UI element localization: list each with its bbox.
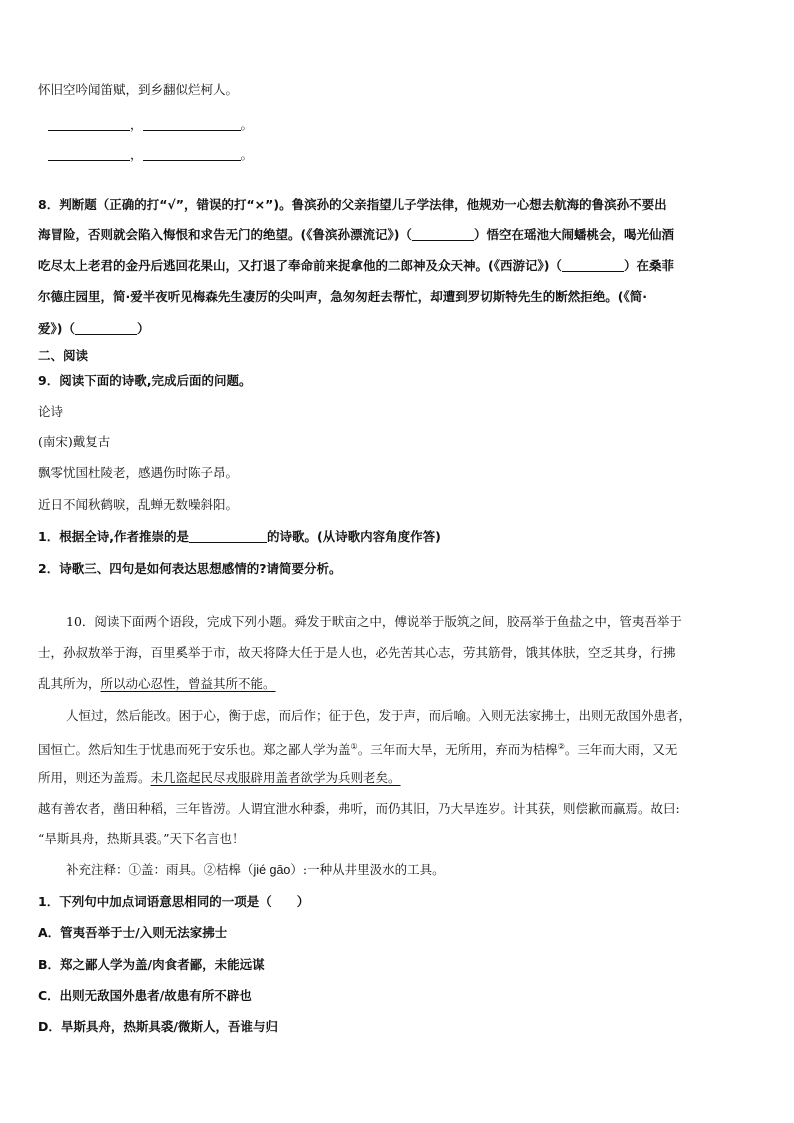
option-c[interactable]: C．出则无敌国外患者/故患有所不辟也 [38,988,252,1003]
poem-couplet-line: 怀旧空吟闻笛赋，到乡翻似烂柯人。 [38,82,239,97]
supplementary-note: 补充注释：①盖：雨具。②桔槔（jié gāo）:一种从井里汲水的工具。 [66,862,445,877]
option-b[interactable]: B．郑之鄙人学为盖/肉食者鄙，未能远谋 [38,957,265,972]
q10-passage-line: 士，孙叔敖举于海，百里奚举于市，故天将降大任于是人也，必先苦其心志，劳其筋骨，饿其体肤，空乏其身，行拂 [38,645,676,660]
q10-passage-line: “旱斯具舟，热斯具裘。”天下名言也！ [38,831,245,846]
judgement-blank-1[interactable] [412,228,474,241]
answer-blank[interactable] [48,118,130,131]
poem-line-2: 近日不闻秋鹤唳，乱蝉无数噪斜阳。 [38,497,239,512]
poem-title: 论诗 [38,404,64,419]
option-a[interactable]: A．管夷吾举于士/入则无法家拂士 [38,925,228,940]
answer-blank[interactable] [143,148,241,161]
q8-line-3: 吃尽太上老君的金丹后逃回花果山，又打退了奉命前来捉拿他的二郎神及众天神。(《西游记》)（ ）在桑菲 [38,258,674,273]
q9-sub-question-1: 1．根据全诗,作者推崇的是 的诗歌。(从诗歌内容角度作答) [38,529,441,544]
q8-line-2: 海冒险，否则就会陷入悔恨和求告无门的绝望。(《鲁滨孙漂流记》)（ ）悟空在瑶池大闹蟠桃会，喝光仙酒 [38,227,674,242]
answer-blank[interactable] [143,118,241,131]
q8-line-4: 尔德庄园里，简·爱半夜听见梅森先生凄厉的尖叫声，急匆匆赶去帮忙，却遭到罗切斯特先生的断然拒绝。(《简· [38,289,647,304]
answer-blank[interactable] [189,530,267,543]
q10-mc-stem: 1．下列句中加点词语意思相同的一项是（ ） [38,894,310,909]
q10-passage-line: 乱其所为，所以动心忍性，曾益其所不能。 [38,676,276,691]
q9-sub-question-2: 2．诗歌三、四句是如何表达思想感情的?请简要分析。 [38,561,342,576]
q10-passage-line: 越有善农者，凿田种稻，三年皆涝。人谓宜泄水种黍，弗听，而仍其旧，乃大旱连岁。计其获，则偿歉而赢焉。故曰: [38,801,680,816]
section-heading: 二、阅读 [38,348,89,363]
q8-line-1: 8．判断题（正确的打“√”，错误的打“×”)。鲁滨孙的父亲指望儿子学法律，他规劝一心想去航海的鲁滨孙不要出 [38,197,667,212]
judgement-blank-2[interactable] [562,259,624,272]
fill-blank-row-1: ， 。 [48,117,253,133]
note-ref-2: ② [557,742,565,751]
judgement-blank-3[interactable] [75,322,137,335]
poem-author: (南宋)戴复古 [38,434,111,449]
q10-passage-line: 10．阅读下面两个语段，完成下列小题。舜发于畎亩之中，傅说举于版筑之间，胶鬲举于鱼盐之中，管夷吾举于 [66,614,682,629]
q10-passage-line: 人恒过，然后能改。困于心，衡于虑，而后作；征于色，发于声，而后喻。入则无法家拂士，出则无敌国外患者， [66,708,692,723]
underlined-sentence: 未几盗起民尽戎服辟用盖者欲学为兵则老矣。 [150,770,401,785]
q9-stem: 9．阅读下面的诗歌,完成后面的问题。 [38,373,252,388]
q10-passage-line: 所用，则还为盖焉。未几盗起民尽戎服辟用盖者欲学为兵则老矣。 [38,770,401,785]
answer-blank[interactable] [48,148,130,161]
option-d[interactable]: D．旱斯具舟，热斯具裘/微斯人，吾谁与归 [38,1019,278,1034]
q10-passage-line: 国恒亡。然后知生于忧患而死于安乐也。郑之鄙人学为盖①。三年而大旱，无所用，弃而为桔槔②。三年而大雨，又无 [38,742,678,757]
fill-blank-row-2: ， 。 [48,147,253,163]
note-ref-1: ① [350,742,358,751]
q8-line-5: 爱》)（ ） [38,321,150,336]
poem-line-1: 飘零忧国杜陵老，感遇伤时陈子昂。 [38,465,239,480]
underlined-sentence: 所以动心忍性，曾益其所不能。 [100,676,276,691]
